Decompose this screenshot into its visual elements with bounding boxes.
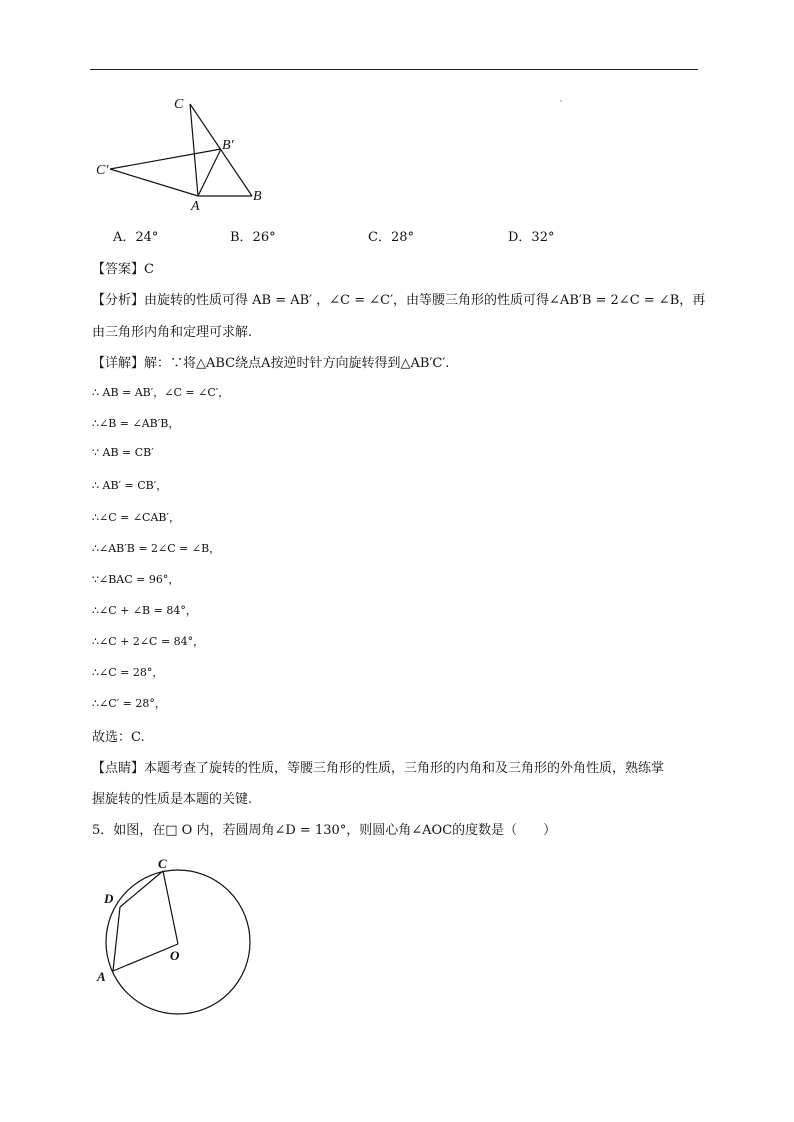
comment-line-1: 【点睛】本题考查了旋转的性质，等腰三角形的性质，三角形的内角和及三角形的外角性质，熟练掌	[92, 761, 665, 776]
analysis-line-2: 由三角形内角和定理可求解.	[92, 325, 253, 340]
comment-line-2: 握旋转的性质是本题的关键.	[92, 792, 253, 807]
label-A: A	[97, 969, 106, 984]
detail-step: ∴∠C = 28°，	[92, 666, 164, 679]
label-B: B	[253, 189, 262, 204]
label-C: C	[158, 856, 167, 871]
label-O: O	[170, 948, 180, 963]
detail-step: ∵∠BAC = 96°，	[92, 573, 180, 586]
page-speck	[560, 100, 562, 102]
label-B-prime: B′	[222, 138, 234, 153]
rotation-figure	[90, 92, 280, 217]
label-C-prime: C′	[96, 163, 109, 178]
header-rule	[90, 69, 698, 70]
detail-step: ∴ AB′ = CB′，	[92, 479, 168, 492]
option-a: A．24°	[113, 230, 159, 245]
circle-figure	[92, 852, 262, 1022]
detail-header: 【详解】解：∵将△ABC绕点A按逆时针方向旋转得到△AB′C′.	[92, 356, 450, 371]
detail-step: ∴∠C = ∠CAB′，	[92, 511, 180, 524]
detail-step: ∴∠C′ = 28°，	[92, 697, 166, 710]
label-D: D	[104, 891, 114, 906]
label-C: C	[174, 97, 184, 112]
question-5: 5．如图，在□ O 内，若圆周角∠D = 130°，则圆心角∠AOC的度数是（ ）	[92, 823, 557, 838]
option-b: B．26°	[230, 230, 276, 245]
answer-line: 【答案】C	[92, 262, 154, 277]
option-d: D．32°	[508, 230, 555, 245]
detail-step: ∴∠AB′B = 2∠C = ∠B，	[92, 542, 221, 555]
detail-step: ∴ AB = AB′，∠C = ∠C′，	[92, 386, 230, 399]
detail-step: ∴∠C + 2∠C = 84°，	[92, 635, 205, 648]
analysis-line-1: 【分析】由旋转的性质可得 AB = AB′ ，∠C = ∠C′，由等腰三角形的性质可得∠AB′B = 2∠C = ∠B，再	[92, 293, 706, 308]
chord-DA	[113, 907, 120, 971]
conclusion-line: 故选：C.	[92, 730, 145, 745]
detail-step: ∴∠C + ∠B = 84°，	[92, 604, 197, 617]
label-A: A	[191, 199, 200, 214]
detail-step: ∵ AB = CB′	[92, 446, 154, 459]
chord-CD	[120, 871, 163, 907]
radius-OC	[163, 871, 178, 944]
detail-step: ∴∠B = ∠AB′B，	[92, 417, 180, 430]
option-c: C．28°	[368, 230, 414, 245]
radius-OA	[113, 944, 178, 971]
